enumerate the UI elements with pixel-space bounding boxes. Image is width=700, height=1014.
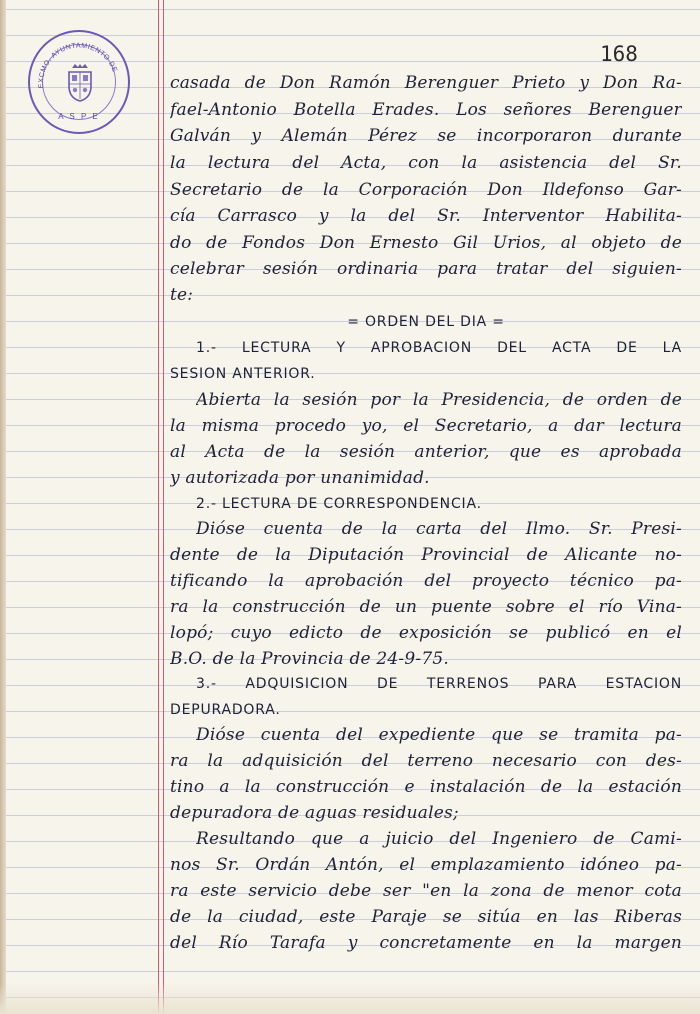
text-line: del Río Tarafa y concretamente en la margen [170, 933, 682, 953]
text-line: cía Carrasco y la del Sr. Interventor Habilita- [170, 206, 682, 226]
text-line: tino a la construcción e instalación de la estación [170, 777, 682, 797]
folio-number: 168 [600, 42, 638, 66]
page-binding-edge [0, 0, 6, 1014]
agenda-item-3-title: 3.- ADQUISICION DE TERRENOS PARA ESTACION [196, 676, 682, 692]
text-line: tificando la aprobación del proyecto técnico pa- [170, 571, 682, 591]
text-line: Secretario de la Corporación Don Ildefonso Gar- [170, 180, 682, 200]
page-bottom-edge [0, 982, 700, 1014]
text-line: B.O. de la Provincia de 24-9-75. [170, 649, 449, 669]
text-line: la lectura del Acta, con la asistencia del Sr. [170, 153, 682, 173]
text-line: Abierta la sesión por la Presidencia, de orden de [196, 390, 682, 410]
text-line: al Acta de la sesión anterior, que es aprobada [170, 442, 682, 462]
text-line: Galván y Alemán Pérez se incorporaron durante [170, 126, 682, 146]
text-line: Resultando que a juicio del Ingeniero de Cami- [196, 829, 682, 849]
text-line: do de Fondos Don Ernesto Gil Urios, al objeto de [170, 233, 682, 253]
text-line: Dióse cuenta del expediente que se tramita pa- [196, 725, 682, 745]
agenda-item-2-title: 2.- LECTURA DE CORRESPONDENCIA. [196, 496, 482, 512]
text-line: ra la adquisición del terreno necesario con des- [170, 751, 682, 771]
text-line: la misma procedo yo, el Secretario, a dar lectura [170, 416, 682, 436]
municipal-stamp [28, 30, 130, 134]
text-line: ra este servicio debe ser "en la zona de menor cota [170, 881, 682, 901]
text-line: de la ciudad, este Paraje se sitúa en las Riberas [170, 907, 682, 927]
text-line: ra la construcción de un puente sobre el río Vina- [170, 597, 682, 617]
agenda-item-1-title: 1.- LECTURA Y APROBACION DEL ACTA DE LA [196, 340, 682, 356]
text-line: lopó; cuyo edicto de exposición se publicó en el [170, 623, 682, 643]
text-line: te: [170, 285, 194, 305]
coat-of-arms-icon [66, 64, 94, 102]
stamp-circular-label: EXCMO. AYUNTAMIENTO DE [37, 42, 119, 89]
agenda-item-3-title-cont: DEPURADORA. [170, 702, 281, 718]
stamp-town-name: A S P E [58, 112, 100, 121]
text-line: depuradora de aguas residuales; [170, 803, 459, 823]
text-line: casada de Don Ramón Berenguer Prieto y Don Ra- [170, 73, 682, 93]
text-line: celebrar sesión ordinaria para tratar del siguien- [170, 259, 682, 279]
margin-rule-inner [163, 0, 164, 1014]
agenda-item-1-title-cont: SESION ANTERIOR. [170, 366, 316, 382]
text-line: y autorizada por unanimidad. [170, 468, 430, 488]
text-line: Dióse cuenta de la carta del Ilmo. Sr. Presi- [196, 519, 682, 539]
text-line: fael-Antonio Botella Erades. Los señores Berenguer [170, 100, 682, 120]
text-line: nos Sr. Ordán Antón, el emplazamiento idóneo pa- [170, 855, 682, 875]
text-line: dente de la Diputación Provincial de Alicante no- [170, 545, 682, 565]
margin-rule [158, 0, 159, 1014]
agenda-heading: = ORDEN DEL DIA = [347, 314, 505, 330]
